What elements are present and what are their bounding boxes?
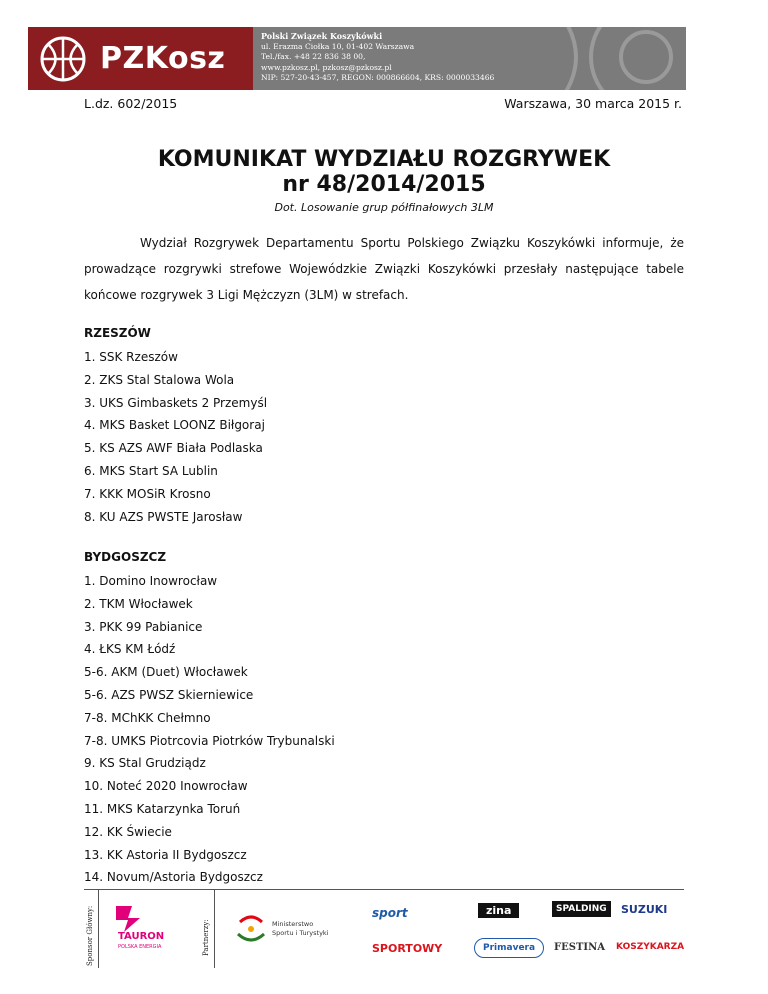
ministry-name <box>272 920 328 938</box>
ministry-logo <box>234 912 354 952</box>
document-title: KOMUNIKAT WYDZIAŁU ROZGRYWEK <box>157 147 611 172</box>
list-item: 13. KK Astoria II Bydgoszcz <box>84 847 247 862</box>
org-info <box>253 27 686 90</box>
list-item: 10. Noteć 2020 Inowrocław <box>84 779 248 794</box>
list-item: 7-8. UMKS Piotrcovia Piotrków Trybunalski <box>84 733 335 748</box>
logo-text: PZKosz <box>100 41 226 76</box>
tauron-logo <box>112 904 184 956</box>
footer-separator <box>98 890 99 968</box>
list-item: 14. Novum/Astoria Bydgoszcz <box>84 870 263 885</box>
org-web: www.pzkosz.pl, pzkosz@pzkosz.pl <box>261 62 392 72</box>
spalding-logo: SPALDING <box>552 901 611 917</box>
list-item: 4. MKS Basket LOONZ Biłgoraj <box>84 418 265 433</box>
zina-logo: zina <box>478 903 519 918</box>
footer-separator <box>214 890 215 968</box>
org-street: ul. Erazma Ciołka 10, 01-402 Warszawa <box>261 41 415 51</box>
court-lines-graphic <box>526 27 686 90</box>
tauron-mark-icon <box>112 904 184 932</box>
pzkosz-logo <box>28 27 253 90</box>
section-rzeszow <box>84 322 267 528</box>
primavera-logo: Primavera <box>474 938 544 958</box>
partners-label: Partnerzy: <box>202 919 210 956</box>
list-item: 3. UKS Gimbaskets 2 Przemyśl <box>84 395 268 410</box>
list-item: 7. KKK MOSiR Krosno <box>84 486 211 501</box>
list-item: 2. TKM Włocławek <box>84 596 193 611</box>
tauron-name: TAURON <box>118 931 165 942</box>
section-title: RZESZÓW <box>84 326 151 340</box>
org-address <box>261 31 494 84</box>
org-name: Polski Związek Koszykówki <box>261 31 383 41</box>
ministry-line-1: Ministerstwo <box>272 920 314 928</box>
list-item: 12. KK Świecie <box>84 824 172 839</box>
intro-paragraph: Wydział Rozgrywek Departamentu Sportu Polskiego Związku Koszykówki informuje, że prowadzące rozgrywki strefowe Wojewódzkie Związki Koszykówki przesłały następujące tabele końcowe rozgrywek 3 Ligi Mężczyzn (3LM) w strefach. <box>84 236 684 302</box>
document-subject: Dot. Losowanie grup półfinałowych 3LM <box>274 201 494 214</box>
sponsor-footer <box>84 890 684 970</box>
tauron-subtitle: POLSKA ENERGIA <box>118 944 162 950</box>
document-number: nr 48/2014/2015 <box>282 172 486 197</box>
list-item: 1. Domino Inowrocław <box>84 574 218 588</box>
list-item: 3. PKK 99 Pabianice <box>84 619 203 634</box>
org-phone: Tel./fax. +48 22 836 38 00, <box>261 52 366 62</box>
ministry-line-2: Sportu i Turystyki <box>272 929 329 937</box>
list-item: 9. KS Stal Grudziądz <box>84 756 206 771</box>
list-item: 8. KU AZS PWSTE Jarosław <box>84 509 243 524</box>
sponsor-label: Sponsor Główny: <box>86 905 94 966</box>
list-item: 4. ŁKS KM Łódź <box>84 642 176 657</box>
list-item: 7-8. MChKK Chełmno <box>84 710 211 725</box>
przeglad-sportowy-logo: SPORTOWY <box>372 942 443 955</box>
list-item: 6. MKS Start SA Lublin <box>84 463 218 478</box>
list-item: 2. ZKS Stal Stalowa Wola <box>84 372 235 387</box>
list-item: 1. SSK Rzeszów <box>84 350 178 364</box>
org-registry: NIP: 527-20-43-457, REGON: 000866604, KRS: 0000033466 <box>261 73 495 83</box>
ministry-mark-icon <box>234 912 268 948</box>
list-item: 5-6. AZS PWSZ Skierniewice <box>84 687 254 702</box>
sport-logo: sport <box>372 906 408 920</box>
place-date: Warszawa, 30 marca 2015 r. <box>504 96 682 111</box>
koszykarza-logo: KOSZYKARZA <box>616 942 685 952</box>
suzuki-logo: SUZUKI <box>621 903 668 916</box>
list-item: 11. MKS Katarzynka Toruń <box>84 801 241 816</box>
letterhead <box>28 27 686 90</box>
list-item: 5. KS AZS AWF Biała Podlaska <box>84 441 263 456</box>
section-title: BYDGOSZCZ <box>84 550 167 564</box>
basketball-icon <box>38 34 88 84</box>
festina-logo: FESTINA <box>554 942 605 953</box>
reference-number: L.dz. 602/2015 <box>84 96 178 111</box>
list-item: 5-6. AKM (Duet) Włocławek <box>84 665 248 680</box>
section-bydgoszcz <box>84 546 335 889</box>
